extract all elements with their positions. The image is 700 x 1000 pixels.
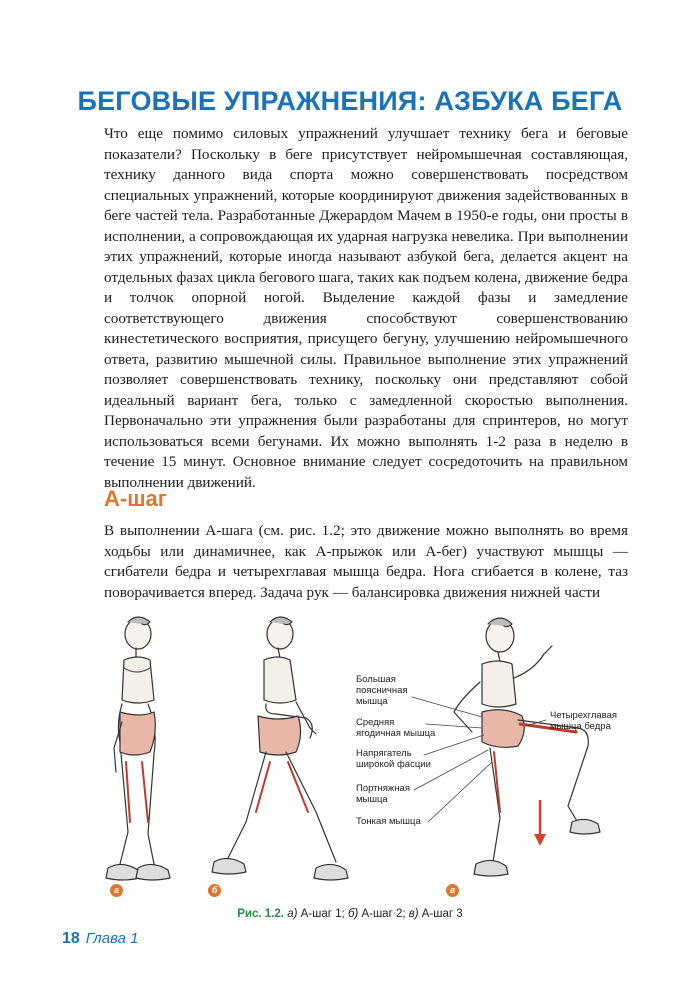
- page-footer: [62, 930, 138, 948]
- figure-caption: [100, 908, 600, 920]
- caption-letter-c: в): [408, 908, 419, 920]
- label-gluteus-medius: Средняя ягодичная мышца: [356, 717, 436, 739]
- caption-letter-b: б): [347, 908, 359, 920]
- label-gracilis: Тонкая мышца: [356, 816, 421, 827]
- label-quadriceps: Четырехглавая мышца бедра: [550, 710, 618, 732]
- caption-number: Рис. 1.2.: [237, 908, 284, 920]
- label-sartorius: Портняжная мышца: [356, 783, 410, 805]
- figure-a-step: [90, 612, 650, 902]
- page-number: 18: [62, 930, 80, 947]
- label-tensor-fasciae-latae: Напрягатель широкой фасции: [356, 748, 431, 770]
- runner-figure-c: [454, 618, 600, 876]
- badge-b: б: [208, 884, 221, 897]
- chapter-label: Глава 1: [85, 930, 139, 947]
- downward-arrow-icon: [534, 800, 546, 846]
- runner-figure-a: [106, 617, 170, 880]
- caption-text-c: А-шаг 3: [418, 908, 463, 920]
- badge-c: в: [446, 884, 459, 897]
- caption-text-a: А-шаг 1;: [297, 908, 348, 920]
- runner-figure-b: [212, 617, 348, 880]
- section-paragraph: В выполнении А-шага (см. рис. 1.2; это движение можно выполнять во время ходьбы или динамичнее, как А-прыжок или А-бег) участвуют мышцы — сгибатели бедра и четырехглавая мышца бедра. Нога сгибается в колене, таз поворачивается вперед. Задача рук — балансировка движения нижней части: [104, 522, 628, 601]
- intro-paragraph: Что еще помимо силовых упражнений улучшает технику бега и беговые показатели? Поскольку в беге присутствует нейромышечная составляющая, технику данного вида спорта можно совершенствовать посредством специальных упражнений, которые координируют движения задействованных в беге частей тела. Разработанные Джерардом Мачем в 1950-е годы, они просты в исполнении, а сопровождающая их ударная нагрузка невелика. При выполнении этих упражнений, которые иногда называют азбукой бега, делается акцент на отдельных фазах цикла бегового шага, таких как подъем колена, движение бедра и толчок опорной ногой. Выделение каждой фазы и замедление соответствующего движения способствуют совершенствованию кинестетического восприятия, присущего бегуну, улучшению нейромышечного ответа, развитию мышечной силы. Правильное выполнение этих упражнений позволяет совершенствовать технику, поскольку они представляют собой идеальный вариант бега, только с замедленной скоростью выполнения. Первоначально эти упражнения были разработаны для спринтеров, но могут использоваться всеми бегунами. Их можно выполнять 1-2 раза в неделю в течение 15 минут. Основное внимание следует сосредоточить на правильном выполнении движений.: [104, 125, 628, 491]
- page-title: БЕГОВЫЕ УПРАЖНЕНИЯ: АЗБУКА БЕГА: [77, 86, 623, 116]
- label-psoas: Большая поясничная мышца: [356, 674, 408, 707]
- section-heading: А-шаг: [104, 486, 167, 511]
- badge-a: а: [110, 884, 123, 897]
- caption-text-b: А-шаг 2;: [358, 908, 409, 920]
- caption-letter-a: а): [287, 908, 298, 920]
